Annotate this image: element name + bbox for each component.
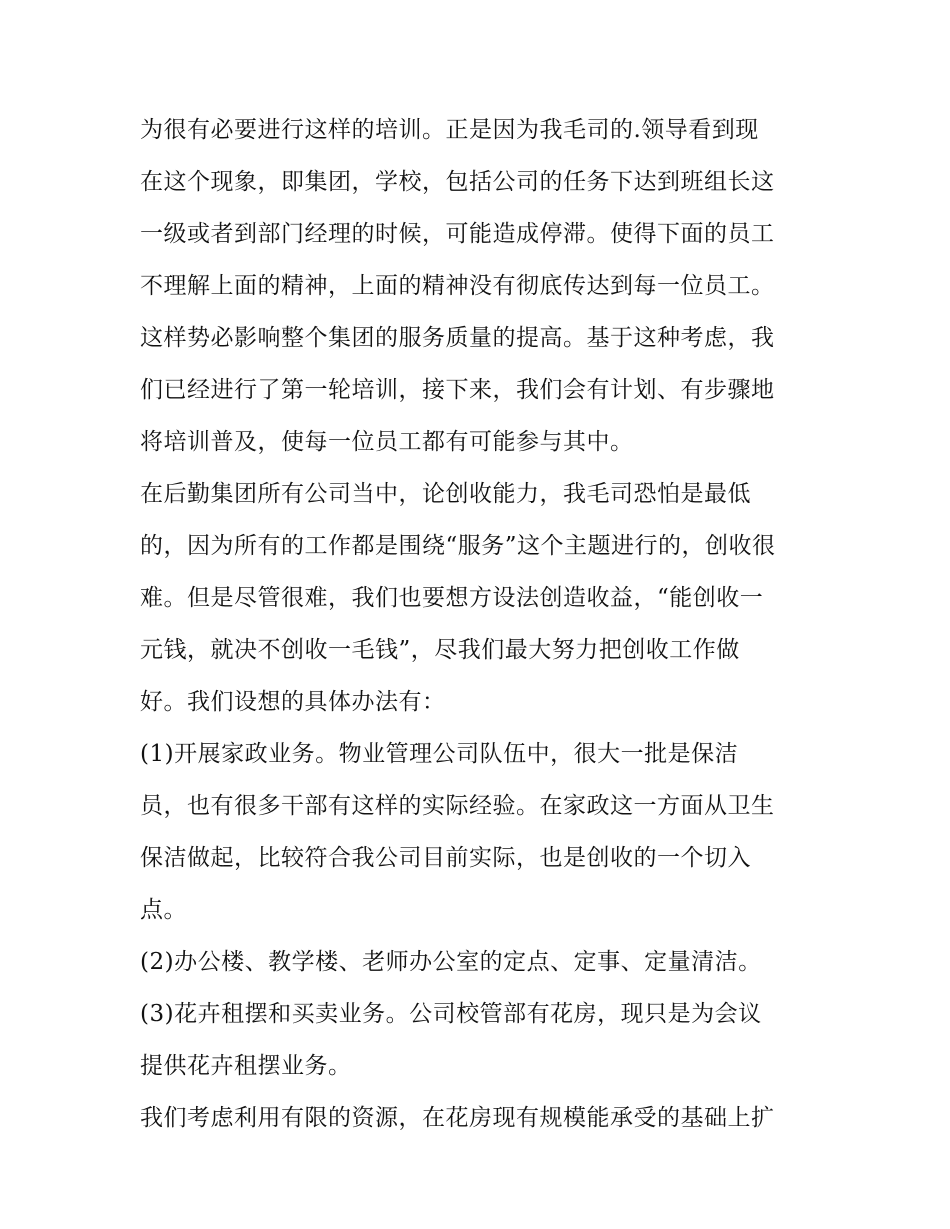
text-line: 在这个现象，即集团，学校，包括公司的任务下达到班组长这 <box>140 169 775 195</box>
text-line: 为很有必要进行这样的培训。正是因为我毛司的.领导看到现 <box>140 117 759 143</box>
text-line: (3)花卉租摆和买卖业务。公司校管部有花房，现只是为会议 <box>140 1001 762 1027</box>
text-line: 将培训普及，使每一位员工都有可能参与其中。 <box>140 429 634 455</box>
text-line: (1)开展家政业务。物业管理公司队伍中，很大一批是保洁 <box>140 741 739 767</box>
text-line: 一级或者到部门经理的时候，可能造成停滞。使得下面的员工 <box>140 221 775 247</box>
text-line: 这样势必影响整个集团的服务质量的提高。基于这种考虑，我 <box>140 325 775 351</box>
text-line: (2)办公楼、教学楼、老师办公室的定点、定事、定量清洁。 <box>140 949 762 975</box>
text-line: 员，也有很多干部有这样的实际经验。在家政这一方面从卫生 <box>140 793 775 819</box>
text-line: 难。但是尽管很难，我们也要想方设法创造收益，“能创收一 <box>140 585 764 611</box>
text-line: 不理解上面的精神，上面的精神没有彻底传达到每一位员工。 <box>140 273 775 299</box>
text-line: 提供花卉租摆业务。 <box>140 1053 352 1079</box>
text-line: 好。我们设想的具体办法有： <box>140 689 446 715</box>
text-line: 我们考虑利用有限的资源，在花房现有规模能承受的基础上扩 <box>140 1105 775 1131</box>
text-line: 们已经进行了第一轮培训，接下来，我们会有计划、有步骤地 <box>140 377 775 403</box>
text-line: 点。 <box>140 897 187 923</box>
text-line: 保洁做起，比较符合我公司目前实际，也是创收的一个切入 <box>140 845 751 871</box>
text-line: 的，因为所有的工作都是围绕“服务”这个主题进行的，创收很 <box>140 533 776 559</box>
text-line: 在后勤集团所有公司当中，论创收能力，我毛司恐怕是最低 <box>140 481 751 507</box>
text-line: 元钱，就决不创收一毛钱”，尽我们最大努力把创收工作做 <box>140 637 740 663</box>
